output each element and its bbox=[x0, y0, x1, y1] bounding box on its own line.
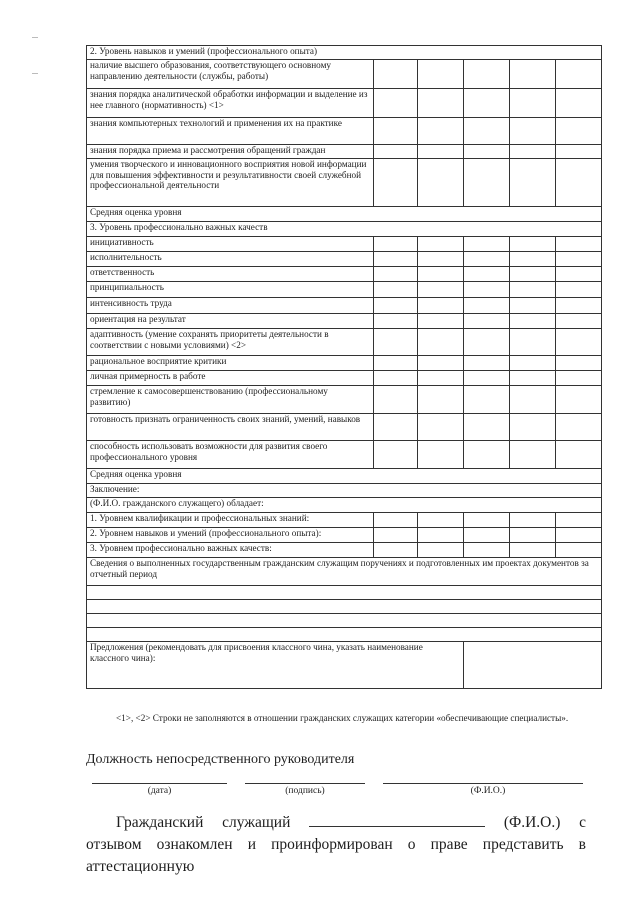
conclusion-fio-label: (Ф.И.О. гражданского служащего) обладает: bbox=[87, 498, 602, 513]
quality-row-label: адаптивность (умение сохранять приоритеты деятельности в соответствии с новыми условиями) <2> bbox=[87, 329, 374, 356]
quality-row bbox=[87, 314, 602, 329]
score-cell[interactable] bbox=[510, 118, 556, 145]
section2-title-label: 2. Уровень навыков и умений (профессионального опыта) bbox=[87, 46, 602, 60]
score-cell[interactable] bbox=[556, 314, 602, 329]
info-text-label: Сведения о выполненных государственным гражданским служащим поручениях и подготовленных им проектах документов за отчетный период bbox=[87, 558, 602, 586]
score-cell[interactable] bbox=[464, 414, 510, 441]
skill-row-label: знания компьютерных технологий и применения их на практике bbox=[87, 118, 374, 145]
section3-title bbox=[87, 222, 602, 237]
quality-row-label: ориентация на результат bbox=[87, 314, 374, 329]
score-cell[interactable] bbox=[418, 145, 464, 159]
score-cell[interactable] bbox=[374, 513, 418, 528]
score-cell[interactable] bbox=[374, 159, 418, 207]
score-cell[interactable] bbox=[464, 118, 510, 145]
score-cell[interactable] bbox=[418, 386, 464, 414]
quality-row-label: способность использовать возможности для развития своего профессионального уровня bbox=[87, 441, 374, 469]
section2-average bbox=[87, 207, 602, 222]
score-cell[interactable] bbox=[418, 414, 464, 441]
score-cell[interactable] bbox=[510, 282, 556, 298]
score-cell[interactable] bbox=[418, 60, 464, 89]
score-cell[interactable] bbox=[374, 414, 418, 441]
score-cell[interactable] bbox=[464, 441, 510, 469]
section2-average-label: Средняя оценка уровня bbox=[87, 207, 602, 222]
score-cell[interactable] bbox=[510, 356, 556, 371]
score-cell[interactable] bbox=[556, 252, 602, 267]
score-cell[interactable] bbox=[374, 371, 418, 386]
score-cell[interactable] bbox=[374, 298, 418, 314]
signature-caption: (подпись) bbox=[285, 786, 325, 796]
section2-title bbox=[87, 46, 602, 60]
info-text bbox=[87, 558, 602, 586]
info-blank-row bbox=[87, 600, 602, 614]
skill-row-label: умения творческого и инновационного восприятия новой информации для повышения эффективности и результативности своей служебной профессиональной деятельности bbox=[87, 159, 374, 207]
proposals-label: Предложения (рекомендовать для присвоения классного чина, указать наименование классного чина): bbox=[87, 642, 464, 689]
quality-row bbox=[87, 267, 602, 282]
score-cell[interactable] bbox=[510, 528, 556, 543]
score-cell[interactable] bbox=[510, 89, 556, 118]
score-cell[interactable] bbox=[464, 60, 510, 89]
quality-row bbox=[87, 237, 602, 252]
skill-row-label: наличие высшего образования, соответствующего основному направлению деятельности (службы, работы) bbox=[87, 60, 374, 89]
score-cell[interactable] bbox=[464, 145, 510, 159]
date-line[interactable] bbox=[92, 783, 227, 784]
info-blank-row bbox=[87, 586, 602, 600]
score-cell[interactable] bbox=[556, 267, 602, 282]
score-cell[interactable] bbox=[418, 329, 464, 356]
score-cell[interactable] bbox=[374, 60, 418, 89]
score-cell[interactable] bbox=[374, 528, 418, 543]
score-cell[interactable] bbox=[510, 371, 556, 386]
acknowledgement-paragraph bbox=[86, 812, 586, 878]
score-cell[interactable] bbox=[374, 145, 418, 159]
score-cell[interactable] bbox=[418, 543, 464, 558]
score-cell[interactable] bbox=[464, 298, 510, 314]
score-cell[interactable] bbox=[556, 513, 602, 528]
score-cell[interactable] bbox=[464, 386, 510, 414]
score-cell[interactable] bbox=[374, 314, 418, 329]
score-cell[interactable] bbox=[374, 267, 418, 282]
quality-row-label: принципиальность bbox=[87, 282, 374, 298]
skill-row bbox=[87, 145, 602, 159]
conclusion-item-label: 2. Уровнем навыков и умений (профессионального опыта): bbox=[87, 528, 374, 543]
score-cell[interactable] bbox=[556, 356, 602, 371]
score-cell[interactable] bbox=[464, 267, 510, 282]
score-cell[interactable] bbox=[464, 314, 510, 329]
quality-row bbox=[87, 282, 602, 298]
info-blank-row-label bbox=[87, 600, 602, 614]
score-cell[interactable] bbox=[374, 252, 418, 267]
section3-title-label: 3. Уровень профессионально важных качеств bbox=[87, 222, 602, 237]
quality-row bbox=[87, 298, 602, 314]
score-cell[interactable] bbox=[510, 441, 556, 469]
scan-mark bbox=[32, 73, 38, 74]
conclusion-title bbox=[87, 484, 602, 498]
conclusion-title-label: Заключение: bbox=[87, 484, 602, 498]
score-cell[interactable] bbox=[510, 386, 556, 414]
section3-average-label: Средняя оценка уровня bbox=[87, 469, 602, 484]
score-cell[interactable] bbox=[374, 543, 418, 558]
score-cell[interactable] bbox=[418, 267, 464, 282]
score-cell[interactable] bbox=[556, 543, 602, 558]
quality-row bbox=[87, 441, 602, 469]
score-cell[interactable] bbox=[556, 282, 602, 298]
quality-row bbox=[87, 414, 602, 441]
quality-row-label: стремление к самосовершенствованию (профессиональному развитию) bbox=[87, 386, 374, 414]
score-cell[interactable] bbox=[510, 513, 556, 528]
quality-row-label: готовность признать ограниченность своих знаний, умений, навыков bbox=[87, 414, 374, 441]
score-cell[interactable] bbox=[418, 528, 464, 543]
score-cell[interactable] bbox=[510, 237, 556, 252]
score-cell[interactable] bbox=[556, 118, 602, 145]
score-cell[interactable] bbox=[556, 159, 602, 207]
proposal-input-cell[interactable] bbox=[464, 642, 602, 689]
quality-row-label: исполнительность bbox=[87, 252, 374, 267]
conclusion-fio bbox=[87, 498, 602, 513]
score-cell[interactable] bbox=[556, 298, 602, 314]
score-cell[interactable] bbox=[418, 89, 464, 118]
score-cell[interactable] bbox=[418, 237, 464, 252]
score-cell[interactable] bbox=[464, 282, 510, 298]
score-cell[interactable] bbox=[556, 528, 602, 543]
score-cell[interactable] bbox=[510, 159, 556, 207]
quality-row-label: интенсивность труда bbox=[87, 298, 374, 314]
quality-row bbox=[87, 356, 602, 371]
info-blank-row-label bbox=[87, 586, 602, 600]
skill-row bbox=[87, 60, 602, 89]
score-cell[interactable] bbox=[556, 414, 602, 441]
score-cell[interactable] bbox=[464, 89, 510, 118]
score-cell[interactable] bbox=[374, 356, 418, 371]
score-cell[interactable] bbox=[510, 298, 556, 314]
score-cell[interactable] bbox=[556, 371, 602, 386]
score-cell[interactable] bbox=[418, 159, 464, 207]
score-cell[interactable] bbox=[556, 386, 602, 414]
score-cell[interactable] bbox=[418, 371, 464, 386]
evaluation-table bbox=[86, 45, 602, 689]
score-cell[interactable] bbox=[510, 267, 556, 282]
score-cell[interactable] bbox=[374, 282, 418, 298]
supervisor-heading: Должность непосредственного руководителя bbox=[86, 752, 355, 767]
score-cell[interactable] bbox=[556, 60, 602, 89]
conclusion-item-label: 3. Уровнем профессионально важных качеств: bbox=[87, 543, 374, 558]
score-cell[interactable] bbox=[464, 329, 510, 356]
info-blank-row bbox=[87, 614, 602, 628]
score-cell[interactable] bbox=[464, 528, 510, 543]
conclusion-item-label: 1. Уровнем квалификации и профессиональных знаний: bbox=[87, 513, 374, 528]
quality-row-label: личная примерность в работе bbox=[87, 371, 374, 386]
score-cell[interactable] bbox=[418, 118, 464, 145]
score-cell[interactable] bbox=[510, 329, 556, 356]
score-cell[interactable] bbox=[464, 252, 510, 267]
score-cell[interactable] bbox=[556, 145, 602, 159]
score-cell[interactable] bbox=[418, 513, 464, 528]
score-cell[interactable] bbox=[464, 543, 510, 558]
conclusion-item bbox=[87, 528, 602, 543]
quality-row-label: рациональное восприятие критики bbox=[87, 356, 374, 371]
skill-row-label: знания порядка приема и рассмотрения обращений граждан bbox=[87, 145, 374, 159]
signature-line[interactable] bbox=[245, 783, 365, 784]
para-start: Гражданский служащий bbox=[116, 814, 291, 831]
conclusion-item bbox=[87, 543, 602, 558]
score-cell[interactable] bbox=[374, 89, 418, 118]
conclusion-item bbox=[87, 513, 602, 528]
skill-row bbox=[87, 118, 602, 145]
score-cell[interactable] bbox=[556, 329, 602, 356]
score-cell[interactable] bbox=[418, 441, 464, 469]
quality-row-label: ответственность bbox=[87, 267, 374, 282]
skill-row bbox=[87, 89, 602, 118]
score-cell[interactable] bbox=[418, 314, 464, 329]
score-cell[interactable] bbox=[510, 543, 556, 558]
date-caption: (дата) bbox=[147, 786, 172, 796]
score-cell[interactable] bbox=[374, 329, 418, 356]
score-cell[interactable] bbox=[556, 441, 602, 469]
employee-name-blank[interactable] bbox=[309, 812, 485, 827]
score-cell[interactable] bbox=[418, 298, 464, 314]
score-cell[interactable] bbox=[510, 414, 556, 441]
section3-average bbox=[87, 469, 602, 484]
para-end: (Ф.И.О.) с отзывом ознакомлен и проинформирован о праве представить в аттестационную bbox=[86, 814, 586, 875]
score-cell[interactable] bbox=[510, 252, 556, 267]
score-cell[interactable] bbox=[418, 282, 464, 298]
proposals bbox=[87, 642, 602, 689]
quality-row bbox=[87, 252, 602, 267]
score-cell[interactable] bbox=[464, 237, 510, 252]
score-cell[interactable] bbox=[510, 145, 556, 159]
score-cell[interactable] bbox=[418, 252, 464, 267]
fio-line[interactable] bbox=[383, 783, 583, 784]
info-blank-row bbox=[87, 628, 602, 642]
score-cell[interactable] bbox=[556, 89, 602, 118]
score-cell[interactable] bbox=[374, 237, 418, 252]
score-cell[interactable] bbox=[510, 314, 556, 329]
score-cell[interactable] bbox=[464, 513, 510, 528]
quality-row bbox=[87, 329, 602, 356]
quality-row-label: инициативность bbox=[87, 237, 374, 252]
fio-caption: (Ф.И.О.) bbox=[470, 786, 506, 796]
scan-mark bbox=[32, 37, 38, 38]
info-blank-row-label bbox=[87, 614, 602, 628]
skill-row-label: знания порядка аналитической обработки информации и выделение из нее главного (нормативность) <1> bbox=[87, 89, 374, 118]
quality-row bbox=[87, 371, 602, 386]
info-blank-row-label bbox=[87, 628, 602, 642]
quality-row bbox=[87, 386, 602, 414]
score-cell[interactable] bbox=[374, 386, 418, 414]
score-cell[interactable] bbox=[374, 441, 418, 469]
footnote: <1>, <2> Строки не заполняются в отношении гражданских служащих категории «обеспечивающие специалисты». bbox=[116, 713, 569, 723]
score-cell[interactable] bbox=[464, 371, 510, 386]
score-cell[interactable] bbox=[464, 159, 510, 207]
score-cell[interactable] bbox=[418, 356, 464, 371]
score-cell[interactable] bbox=[556, 237, 602, 252]
score-cell[interactable] bbox=[464, 356, 510, 371]
score-cell[interactable] bbox=[510, 60, 556, 89]
score-cell[interactable] bbox=[374, 118, 418, 145]
skill-row bbox=[87, 159, 602, 207]
